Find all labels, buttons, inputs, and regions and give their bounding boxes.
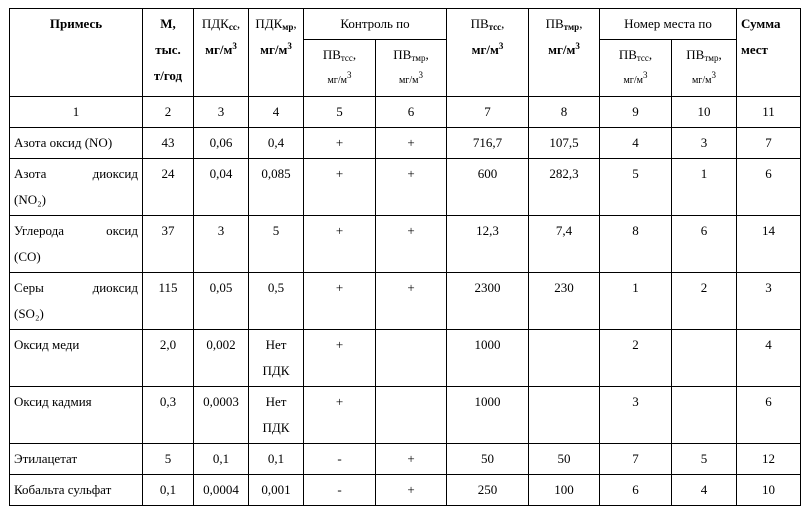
cell-sum: 10 — [737, 475, 801, 506]
cell-pv-tmr: 7,4 — [529, 216, 600, 273]
cell-control-tss: + — [304, 128, 376, 159]
cell-place-tmr — [672, 330, 737, 387]
header-control: Контроль по — [304, 9, 447, 40]
cell-pdk-ss: 0,06 — [194, 128, 249, 159]
cell-impurity-name — [10, 273, 143, 330]
impurity-name-line1: Кобальта сульфат — [14, 482, 112, 497]
impurity-name-line2: (NO₂) — [14, 192, 46, 207]
cell-pv-tss: 2300 — [447, 273, 529, 330]
table-row — [10, 128, 801, 159]
table-row — [10, 159, 801, 216]
cell-place-tss: 8 — [600, 216, 672, 273]
header-m-line3: т/год — [153, 68, 183, 83]
cell-pv-tss: 600 — [447, 159, 529, 216]
cell-pdk-ss: 0,1 — [194, 444, 249, 475]
column-number: 9 — [600, 97, 672, 128]
cell-place-tmr: 4 — [672, 475, 737, 506]
impurity-name-line1: Оксид меди — [14, 337, 80, 352]
table-row — [10, 216, 801, 273]
cell-pdk-mr: 0,5 — [249, 273, 304, 330]
cell-control-tss: - — [304, 475, 376, 506]
header-m — [143, 9, 194, 97]
cell-pdk-mr: Нет ПДК — [249, 387, 304, 444]
cell-place-tmr: 2 — [672, 273, 737, 330]
cell-place-tmr: 6 — [672, 216, 737, 273]
cell-place-tmr: 5 — [672, 444, 737, 475]
cell-m: 0,3 — [143, 387, 194, 444]
column-number: 8 — [529, 97, 600, 128]
cell-pdk-ss: 0,0004 — [194, 475, 249, 506]
header-control-pv-tss: $ПВ_{тсс}$, $мг/м^3$ — [304, 40, 376, 97]
cell-pv-tss: 1000 — [447, 387, 529, 444]
cell-pv-tss: 716,7 — [447, 128, 529, 159]
header-sum — [737, 9, 801, 97]
cell-sum: 6 — [737, 387, 801, 444]
cell-sum: 12 — [737, 444, 801, 475]
header-place-pv-tss: $ПВ_{тсс}$, $мг/м^3$ — [600, 40, 672, 97]
header-m-line1: М, — [160, 16, 176, 31]
column-number: 5 — [304, 97, 376, 128]
table-row — [10, 387, 801, 444]
cell-control-tss: + — [304, 387, 376, 444]
cell-place-tss: 6 — [600, 475, 672, 506]
header-pdk-ss: $ПДК_{сс}$, $мг/м^3$ — [194, 9, 249, 97]
cell-pdk-mr: 0,4 — [249, 128, 304, 159]
header-control-pv-tmr: $ПВ_{тмр}$, $мг/м^3$ — [376, 40, 447, 97]
cell-control-tmr: + — [376, 128, 447, 159]
cell-sum: 14 — [737, 216, 801, 273]
cell-control-tmr: + — [376, 216, 447, 273]
column-number: 3 — [194, 97, 249, 128]
column-number: 4 — [249, 97, 304, 128]
cell-sum: 6 — [737, 159, 801, 216]
impurity-name-line1: Серы диоксид — [14, 280, 138, 295]
cell-place-tmr — [672, 387, 737, 444]
table-row — [10, 330, 801, 387]
column-number: 11 — [737, 97, 801, 128]
document-page — [9, 8, 801, 506]
cell-m: 0,1 — [143, 475, 194, 506]
cell-impurity-name — [10, 330, 143, 387]
cell-sum: 7 — [737, 128, 801, 159]
cell-pv-tss: 50 — [447, 444, 529, 475]
header-place: Номер места по — [600, 9, 737, 40]
column-number: 6 — [376, 97, 447, 128]
cell-control-tmr: + — [376, 444, 447, 475]
cell-m: 37 — [143, 216, 194, 273]
cell-pv-tss: 12,3 — [447, 216, 529, 273]
cell-control-tmr: + — [376, 475, 447, 506]
column-number: 10 — [672, 97, 737, 128]
cell-control-tss: + — [304, 330, 376, 387]
cell-control-tss: + — [304, 216, 376, 273]
cell-m: 115 — [143, 273, 194, 330]
header-row-1 — [10, 9, 801, 40]
cell-m: 2,0 — [143, 330, 194, 387]
cell-control-tss: + — [304, 273, 376, 330]
cell-pv-tss: 1000 — [447, 330, 529, 387]
cell-impurity-name — [10, 475, 143, 506]
impurity-name-line2: (SO₂) — [14, 306, 44, 321]
impurity-name-line1: Азота оксид (NO) — [14, 135, 113, 150]
cell-pdk-ss: 0,002 — [194, 330, 249, 387]
cell-pdk-ss: 0,04 — [194, 159, 249, 216]
cell-pdk-mr: 0,085 — [249, 159, 304, 216]
cell-pv-tmr — [529, 330, 600, 387]
cell-pv-tss: 250 — [447, 475, 529, 506]
cell-pdk-ss: 0,0003 — [194, 387, 249, 444]
table-row — [10, 444, 801, 475]
impurities-table — [9, 8, 801, 506]
cell-sum: 3 — [737, 273, 801, 330]
header-place-pv-tmr: $ПВ_{тмр}$, $мг/м^3$ — [672, 40, 737, 97]
column-number: 2 — [143, 97, 194, 128]
column-number: 1 — [10, 97, 143, 128]
header-pdk-mr: $ПДК_{мр}$, $мг/м^3$ — [249, 9, 304, 97]
cell-place-tmr: 3 — [672, 128, 737, 159]
cell-pv-tmr: 50 — [529, 444, 600, 475]
cell-impurity-name — [10, 444, 143, 475]
header-pv-tmr: $ПВ_{тмр}$, $мг/м^3$ — [529, 9, 600, 97]
cell-place-tss: 2 — [600, 330, 672, 387]
cell-m: 43 — [143, 128, 194, 159]
cell-place-tmr: 1 — [672, 159, 737, 216]
cell-control-tmr — [376, 387, 447, 444]
header-sum-line2: мест — [741, 42, 768, 57]
cell-place-tss: 1 — [600, 273, 672, 330]
cell-m: 24 — [143, 159, 194, 216]
table-row — [10, 475, 801, 506]
cell-place-tss: 5 — [600, 159, 672, 216]
cell-control-tss: - — [304, 444, 376, 475]
cell-impurity-name — [10, 128, 143, 159]
column-number: 7 — [447, 97, 529, 128]
cell-pdk-ss: 3 — [194, 216, 249, 273]
cell-pv-tmr: 100 — [529, 475, 600, 506]
cell-pdk-mr: Нет ПДК — [249, 330, 304, 387]
header-impurity: Примесь — [10, 9, 143, 97]
cell-impurity-name — [10, 159, 143, 216]
cell-control-tmr: + — [376, 273, 447, 330]
cell-impurity-name — [10, 216, 143, 273]
cell-control-tss: + — [304, 159, 376, 216]
cell-pv-tmr: 282,3 — [529, 159, 600, 216]
cell-place-tss: 3 — [600, 387, 672, 444]
cell-pv-tmr: 107,5 — [529, 128, 600, 159]
table-row — [10, 273, 801, 330]
cell-pdk-mr: 0,1 — [249, 444, 304, 475]
impurity-name-line1: Азота диоксид — [14, 166, 138, 181]
cell-control-tmr: + — [376, 159, 447, 216]
header-m-line2: тыс. — [155, 42, 181, 57]
column-numbers-row — [10, 97, 801, 128]
cell-sum: 4 — [737, 330, 801, 387]
cell-place-tss: 7 — [600, 444, 672, 475]
impurity-name-line2: (CO) — [14, 249, 41, 264]
cell-pv-tmr: 230 — [529, 273, 600, 330]
cell-pv-tmr — [529, 387, 600, 444]
header-pv-tss: $ПВ_{тсс}$, $мг/м^3$ — [447, 9, 529, 97]
cell-place-tss: 4 — [600, 128, 672, 159]
impurity-name-line1: Оксид кадмия — [14, 394, 92, 409]
impurity-name-line1: Этилацетат — [14, 451, 78, 466]
cell-impurity-name — [10, 387, 143, 444]
cell-pdk-mr: 0,001 — [249, 475, 304, 506]
impurity-name-line1: Углерода оксид — [14, 223, 138, 238]
cell-pdk-mr: 5 — [249, 216, 304, 273]
cell-m: 5 — [143, 444, 194, 475]
cell-control-tmr — [376, 330, 447, 387]
cell-pdk-ss: 0,05 — [194, 273, 249, 330]
header-sum-line1: Сумма — [741, 16, 781, 31]
